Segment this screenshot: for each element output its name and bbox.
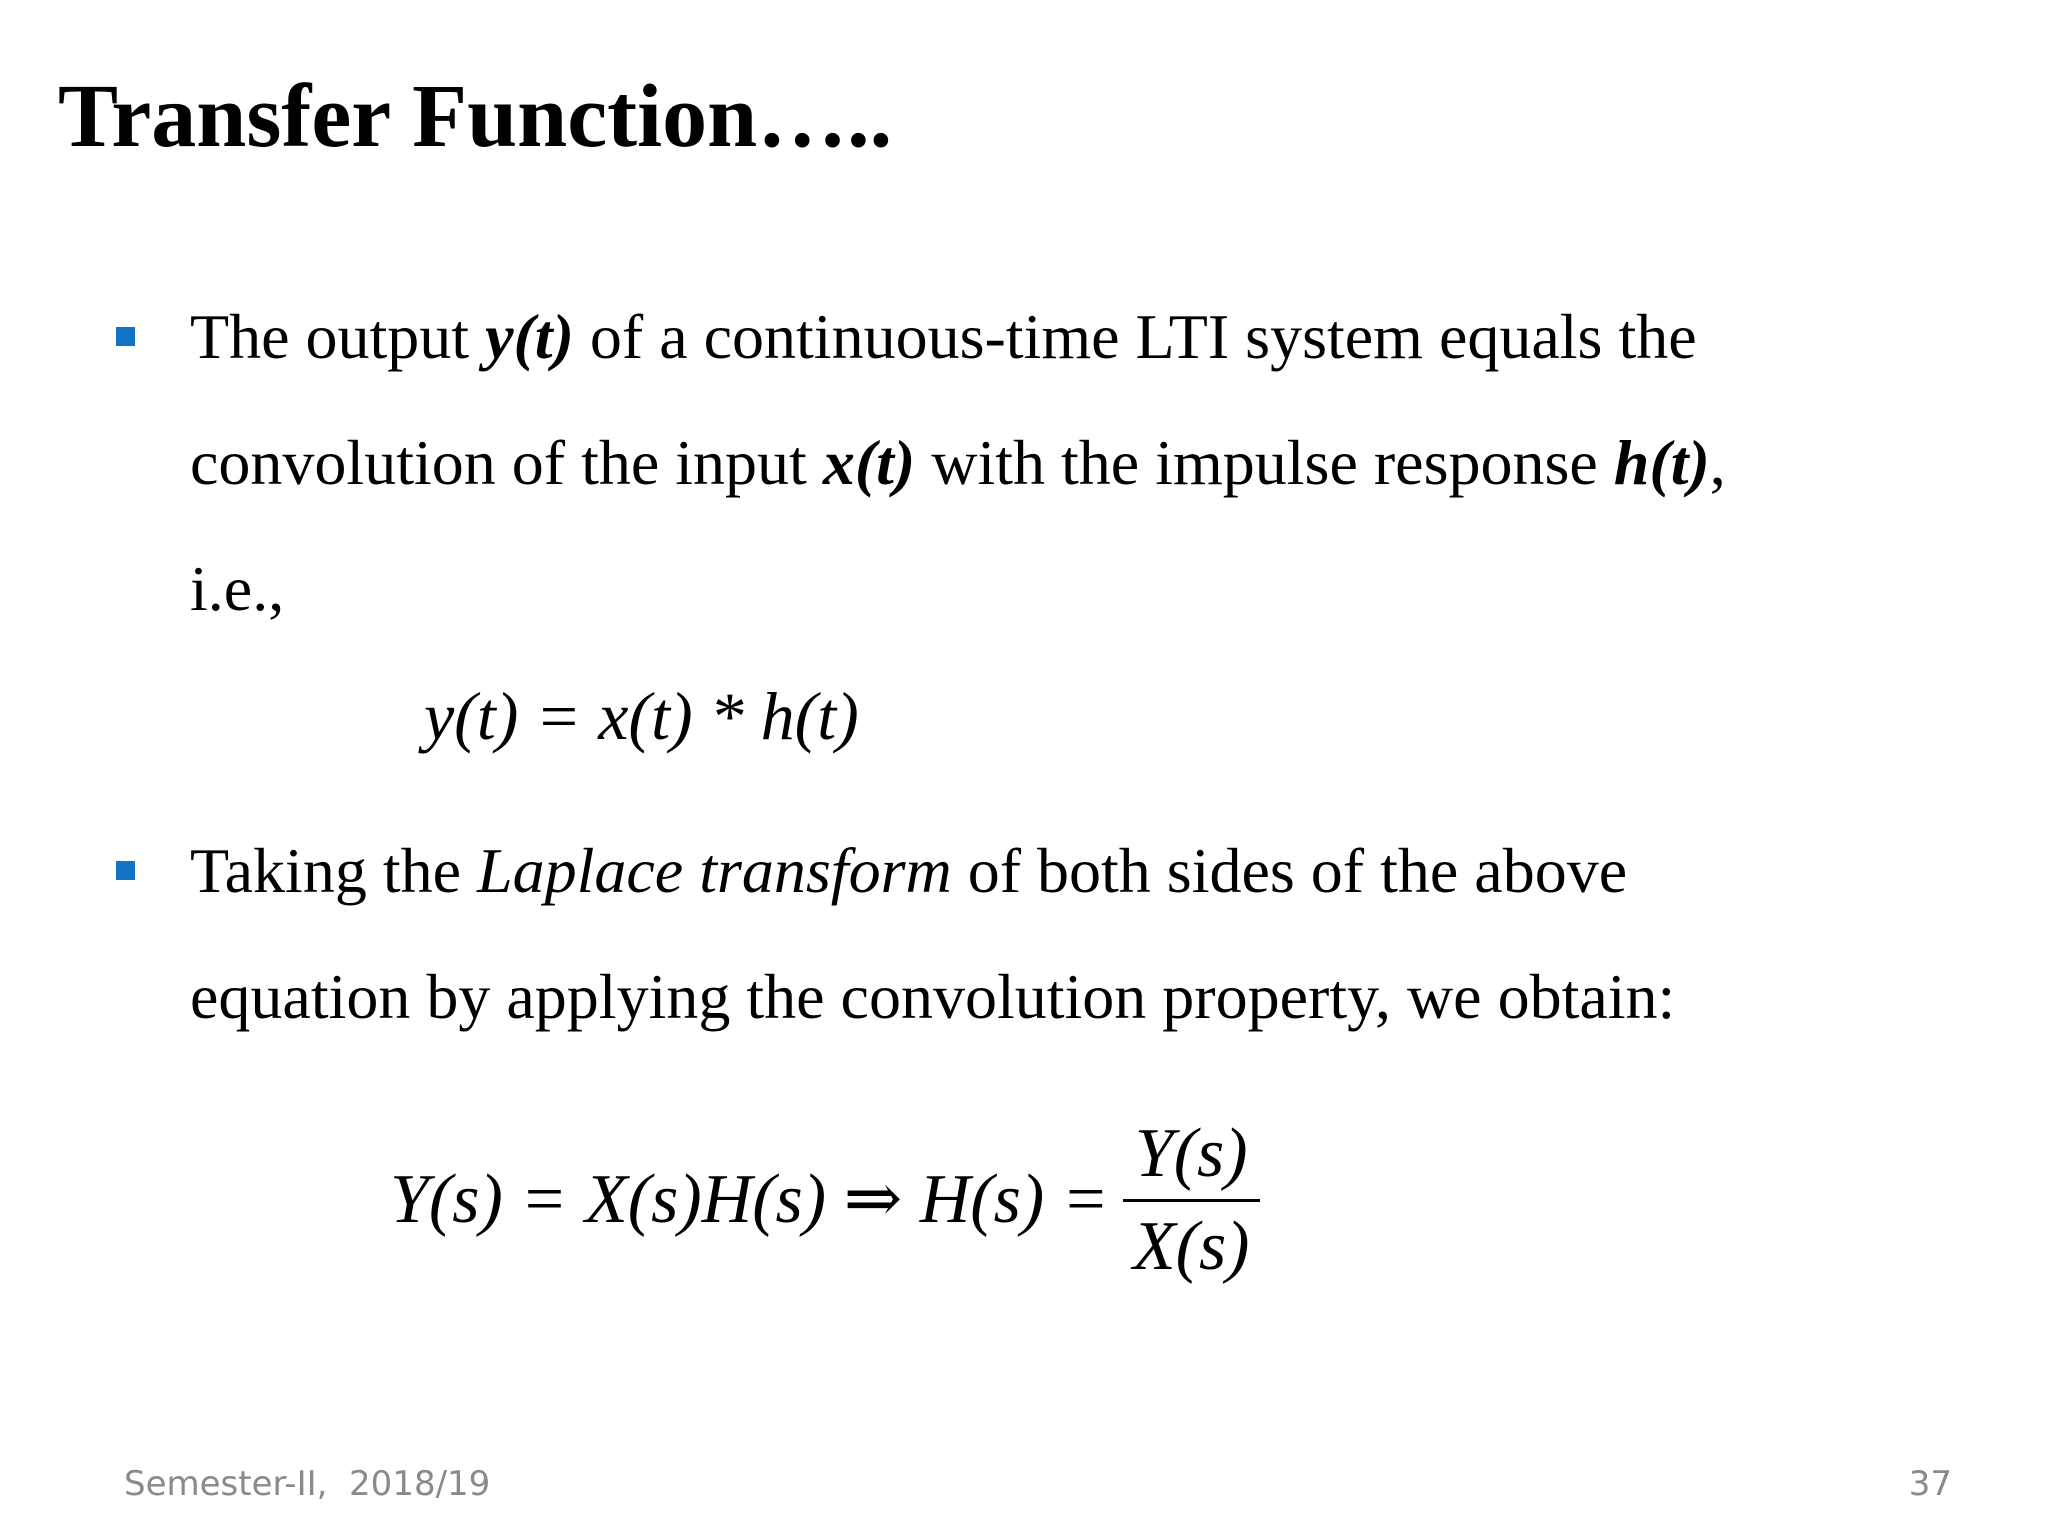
text-run: of a continuous-time LTI system equals the (573, 301, 1697, 372)
equation-1-text: y(t) = x(t) * h(t) (424, 678, 859, 754)
bullet-1-line-3: i.e., (190, 553, 285, 624)
bullet-1-line-2 (190, 400, 1910, 526)
bullet-1-line-1 (190, 274, 1910, 400)
bullet-square-icon (116, 861, 135, 880)
laplace-transform-term: Laplace transform (477, 835, 952, 906)
bullet-2-line-2: equation by applying the convolution property, we obtain: (190, 961, 1676, 1032)
output-signal-term: y(t) (485, 301, 574, 372)
slide-title: Transfer Function….. (58, 67, 893, 166)
text-run: convolution of the input (190, 427, 823, 498)
bullet-square-icon (116, 327, 135, 346)
text-run: with the impulse response (915, 427, 1614, 498)
convolution-equation (424, 678, 859, 754)
text-run: , (1709, 427, 1726, 498)
impulse-response-term: h(t) (1613, 427, 1710, 498)
footer-semester: Semester-II, 2018/19 (124, 1464, 491, 1504)
transfer-function-equation (390, 1110, 1260, 1290)
fraction-denominator: X(s) (1123, 1199, 1260, 1282)
fraction-numerator: Y(s) (1134, 1114, 1248, 1192)
page-number: 37 (1908, 1464, 1952, 1504)
fraction (1123, 1114, 1260, 1285)
text-run: of both sides of the above (951, 835, 1628, 906)
text-run: Taking the (190, 835, 477, 906)
bullet-2-line-1 (190, 808, 1910, 934)
equation-2-lhs: Y(s) = X(s)H(s) ⇒ H(s) = (390, 1161, 1109, 1238)
text-run: The output (190, 301, 486, 372)
bullet-2-text (190, 808, 1910, 1060)
bullet-1-text (190, 274, 1910, 652)
input-signal-term: x(t) (822, 427, 916, 498)
